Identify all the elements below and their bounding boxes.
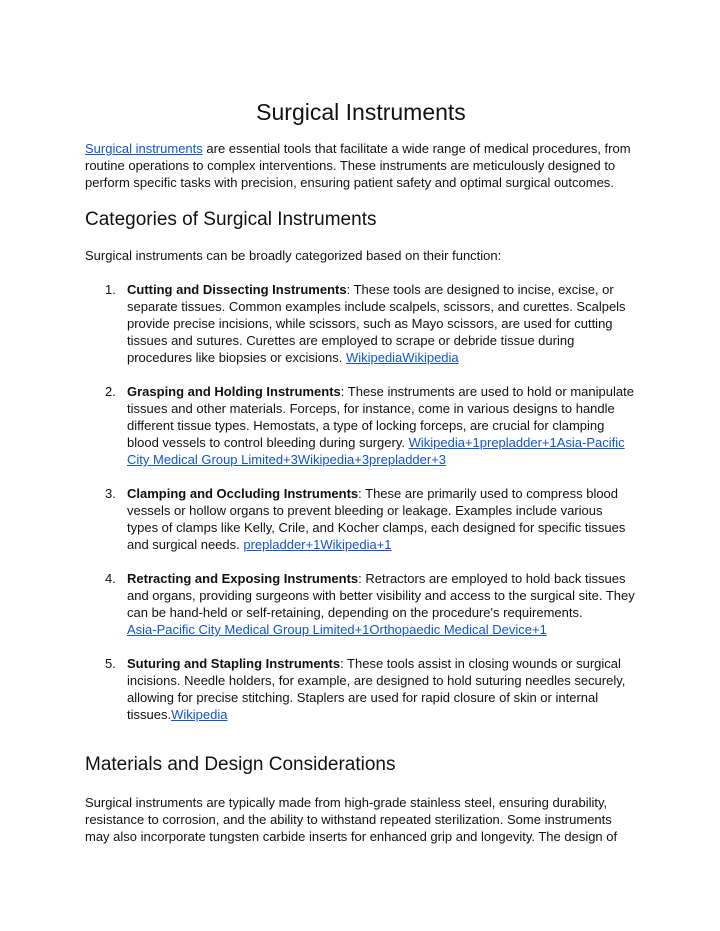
categories-heading: Categories of Surgical Instruments [85, 209, 377, 230]
list-number: 4. [105, 571, 116, 586]
item-text: : Retractors are employed to hold back tissues and organs, providing surgeons with better visibility and access to the surgical site. They can be hand-held or self-retaining, depending on the procedure's requirements. [127, 571, 635, 620]
list-number: 5. [105, 656, 116, 671]
item-text: : These tools assist in closing wounds or surgical incisions. Needle holders, for example, are designed to hold suturing needles securely, allowing for precise stitching. Staplers are used for rapid closure of skin or internal tissues. [127, 656, 626, 722]
list-item [85, 570, 637, 638]
intro-text: are essential tools that facilitate a wide range of medical procedures, from routine operations to complex interventions. These instruments are meticulously designed to perform specific tasks with precision, ensuring patient safety and optimal surgical outcomes. [85, 141, 631, 190]
citation-link[interactable]: Wikipedia [171, 707, 228, 722]
item-title: Clamping and Occluding Instruments [127, 486, 359, 501]
materials-heading: Materials and Design Considerations [85, 754, 396, 775]
list-item [85, 383, 637, 468]
list-item [85, 655, 637, 723]
list-item [85, 485, 637, 553]
list-item [85, 281, 637, 366]
categories-lead: Surgical instruments can be broadly categorized based on their function: [85, 248, 502, 263]
list-number: 2. [105, 384, 116, 399]
page-title: Surgical Instruments [256, 99, 466, 125]
citation-link[interactable]: prepladder+1Wikipedia+1 [243, 537, 392, 552]
document-body [85, 96, 637, 845]
item-title: Suturing and Stapling Instruments [127, 656, 341, 671]
item-text: : These are primarily used to compress blood vessels or hollow organs to prevent bleeding or leakage. Examples include various types of clamps like Kelly, Crile, and Kocher clamps, each designed for specific tissues and surgical needs. [127, 486, 626, 552]
item-text: : These instruments are used to hold or manipulate tissues and other materials. Forceps, for instance, come in various designs to handle different tissue types. Hemostats, a type of locking forceps, are crucial for clamping blood vessels to control bleeding during surgery. [127, 384, 634, 450]
item-text: : These tools are designed to incise, excise, or separate tissues. Common examples include scalpels, scissors, and curettes. Scalpels provide precise incisions, while scissors, such as Mayo scissors, are used for cutting tissues and sutures. Curettes are employed to scrape or debride tissue during procedures like biopsies or excisions. [127, 282, 626, 365]
item-title: Grasping and Holding Instruments [127, 384, 341, 399]
surgical-instruments-link[interactable]: Surgical instruments [85, 141, 203, 156]
categories-list [85, 281, 637, 723]
citation-link[interactable]: Wikipedia+1prepladder+1Asia-Pacific City Medical Group Limited+3Wikipedia+3prepladder+3 [127, 435, 625, 467]
list-number: 3. [105, 486, 116, 501]
list-number: 1. [105, 282, 116, 297]
materials-paragraph: Surgical instruments are typically made from high-grade stainless steel, ensuring durability, resistance to corrosion, and the ability to withstand repeated sterilization. Some instruments may also incorporate tungsten carbide inserts for enhanced grip and longevity. The design of [85, 795, 618, 844]
item-title: Retracting and Exposing Instruments [127, 571, 359, 586]
intro-paragraph [85, 140, 637, 191]
citation-link[interactable]: Asia-Pacific City Medical Group Limited+1Orthopaedic Medical Device+1 [127, 622, 547, 637]
item-title: Cutting and Dissecting Instruments [127, 282, 347, 297]
citation-link[interactable]: WikipediaWikipedia [345, 350, 459, 365]
